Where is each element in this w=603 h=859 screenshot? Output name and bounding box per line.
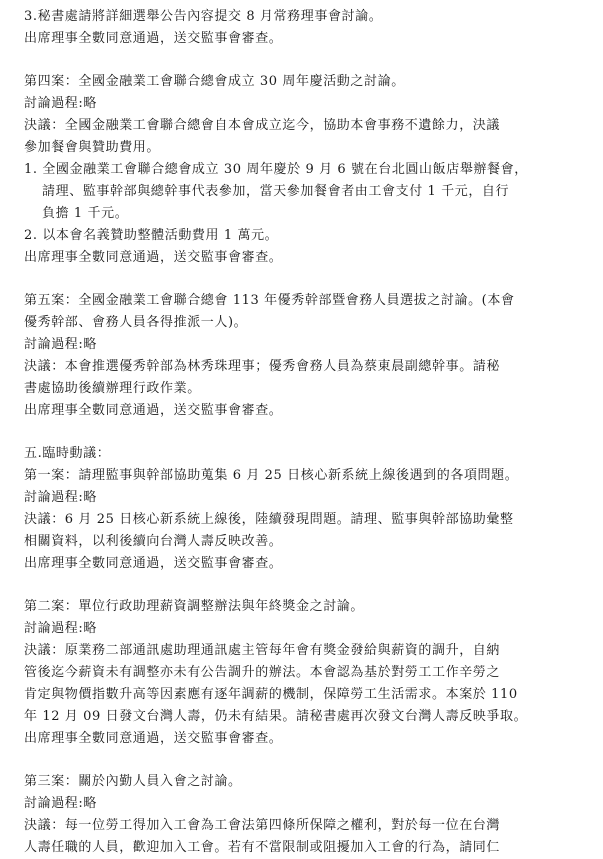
text-line: 決議：6 月 25 日核心新系統上線後，陸續發現問題。請理、監事與幹部協助彙整 [24, 512, 514, 527]
text-line: 討論過程:略 [24, 96, 97, 111]
section-heading: 第二案：單位行政助理薪資調整辦法與年終獎金之討論。 [24, 599, 365, 614]
text-line: 討論過程:略 [24, 490, 97, 505]
text-line: 出席理事全數同意通過，送交監事會審查。 [24, 403, 283, 418]
text-line: 出席理事全數同意通過，送交監事會審查。 [24, 556, 283, 571]
text-line: 討論過程:略 [24, 796, 97, 811]
section-heading: 第四案：全國金融業工會聯合總會成立 30 周年慶活動之討論。 [24, 74, 405, 89]
section-heading: 五.臨時動議： [24, 446, 111, 461]
list-item-continuation: 請理、監事幹部與總幹事代表參加，當天參加餐會者由工會支付 1 千元，自行 [42, 184, 510, 199]
text-line: 相關資料，以利後續向台灣人壽反映改善。 [24, 534, 283, 549]
text-line: 3.秘書處請將詳細選舉公告內容提交 8 月常務理事會討論。 [24, 9, 383, 24]
text-line: 第一案：請理監事與幹部協助蒐集 6 月 25 日核心新系統上線後遇到的各項問題。 [24, 468, 519, 483]
text-line: 書處協助後續辦理行政作業。 [24, 381, 201, 396]
text-line: 出席理事全數同意通過，送交監事會審查。 [24, 250, 283, 265]
text-line: 參加餐會與贊助費用。 [24, 140, 161, 155]
text-line: 決議：每一位勞工得加入工會為工會法第四條所保障之權利，對於每一位在台灣 [24, 818, 501, 833]
text-line: 討論過程:略 [24, 621, 97, 636]
text-line: 出席理事全數同意通過，送交監事會審查。 [24, 731, 283, 746]
text-line: 肯定與物價指數升高等因素應有逐年調薪的機制，保障勞工生活需求。本案於 110 [24, 687, 518, 702]
text-line: 討論過程:略 [24, 337, 97, 352]
list-item: 1. 全國金融業工會聯合總會成立 30 周年慶於 9 月 6 號在台北圓山飯店舉辦餐會， [24, 162, 528, 177]
text-line: 優秀幹部、會務人員各得推派一人)。 [24, 315, 248, 330]
text-line: 管後迄今薪資未有調整亦未有公告調升的辦法。本會認為基於對勞工工作辛勞之 [24, 665, 501, 680]
text-line: 人壽任職的人員，歡迎加入工會。若有不當限制或阻擾加入工會的行為，請同仁 [24, 840, 501, 855]
text-line: 決議：本會推選優秀幹部為林秀珠理事；優秀會務人員為蔡東晨副總幹事。請秘 [24, 359, 501, 374]
text-line: 出席理事全數同意通過，送交監事會審查。 [24, 31, 283, 46]
text-line: 決議：原業務二部通訊處助理通訊處主管每年會有獎金發給與薪資的調升，自納 [24, 643, 501, 658]
text-line: 決議：全國金融業工會聯合總會自本會成立迄今，協助本會事務不遺餘力，決議 [24, 118, 501, 133]
section-heading: 第三案：關於內勤人員入會之討論。 [24, 774, 242, 789]
list-item-continuation: 負擔 1 千元。 [42, 206, 129, 221]
section-heading: 第五案：全國金融業工會聯合總會 113 年優秀幹部暨會務人員選拔之討論。(本會 [24, 293, 515, 308]
text-line: 年 12 月 09 日發文台灣人壽，仍未有結果。請秘書處再次發文台灣人壽反映爭取。 [24, 709, 528, 724]
list-item: 2. 以本會名義贊助整體活動費用 1 萬元。 [24, 228, 279, 243]
